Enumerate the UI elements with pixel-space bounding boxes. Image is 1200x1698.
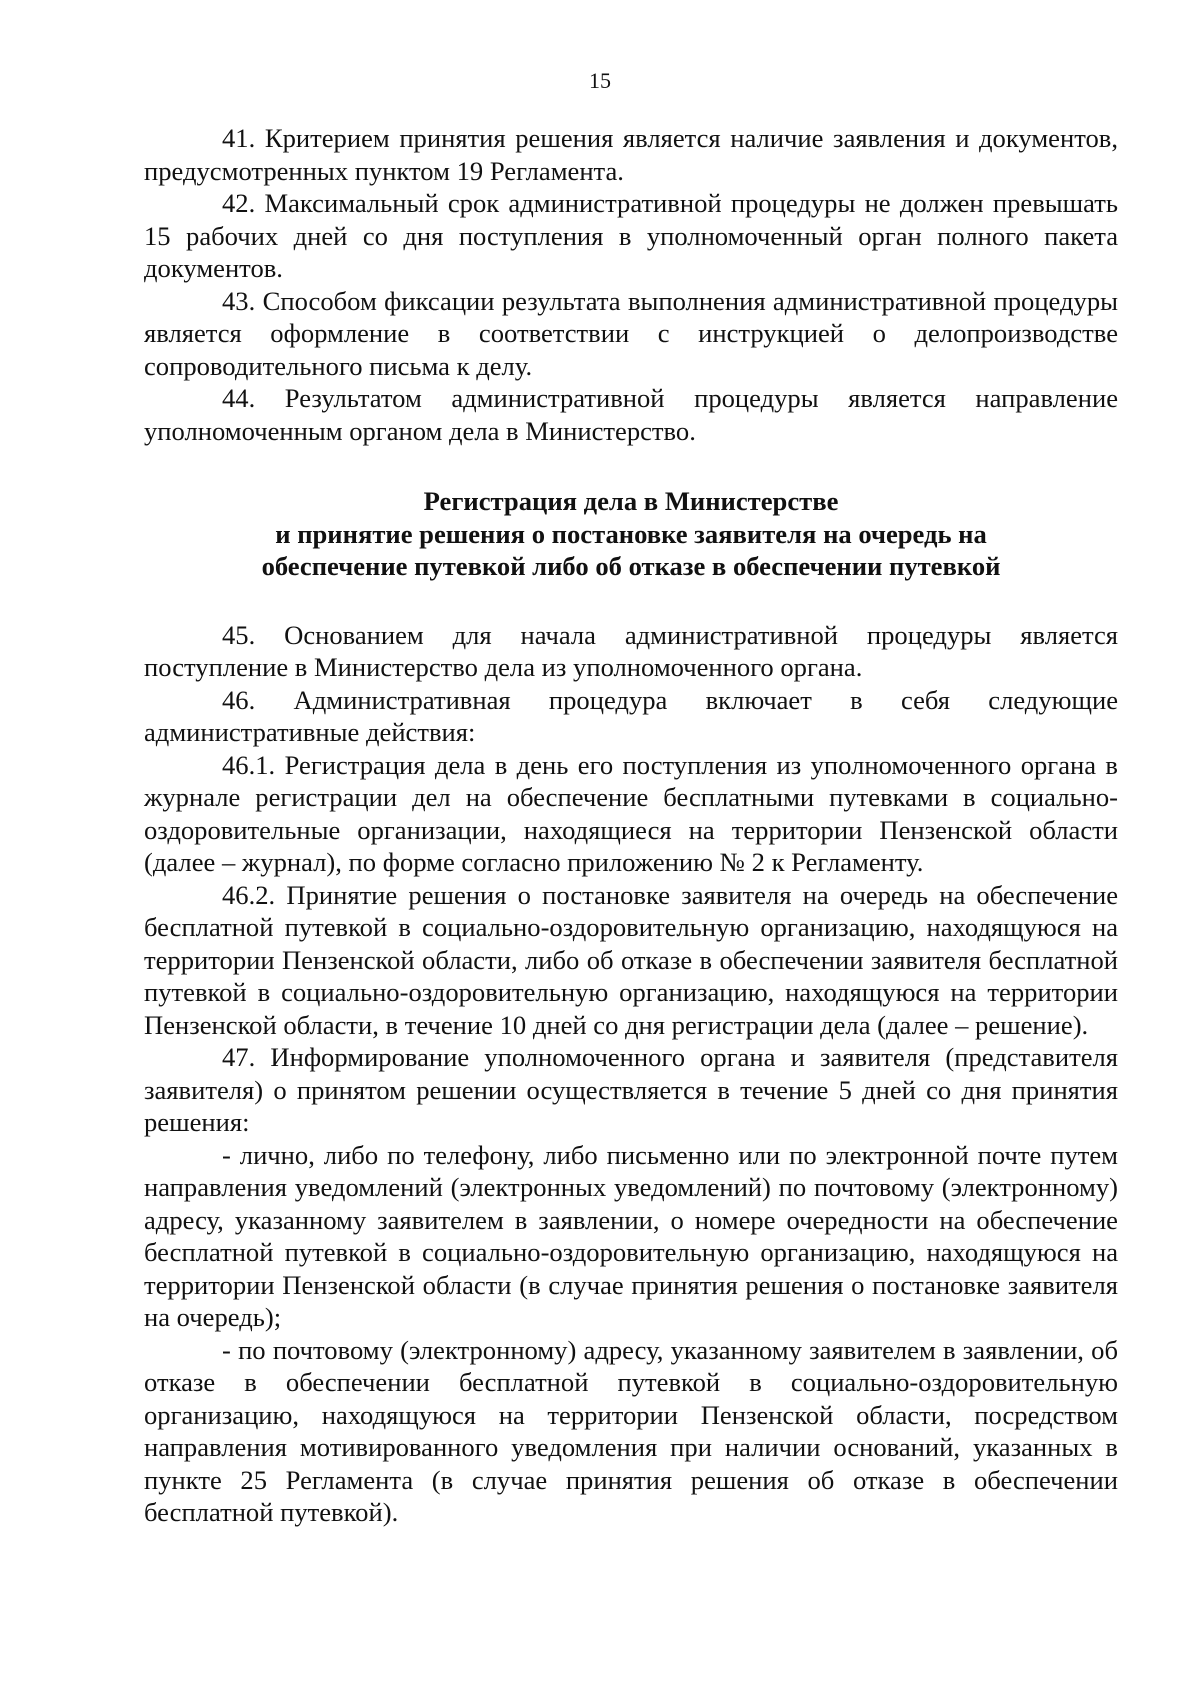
paragraph-44: 44. Результатом административной процедуры является направление уполномоченным органом дела в Министерство. bbox=[144, 383, 1118, 446]
paragraph-41: 41. Критерием принятия решения является наличие заявления и документов, предусмотренных пунктом 19 Регламента. bbox=[144, 123, 1118, 186]
section-heading bbox=[144, 485, 1118, 583]
paragraph-47: 47. Информирование уполномоченного органа и заявителя (представителя заявителя) о принятом решении осуществляется в течение 5 дней со дня принятия решения: bbox=[144, 1042, 1118, 1137]
paragraph-46-2: 46.2. Принятие решения о постановке заявителя на очередь на обеспечение бесплатной путевкой в социально-оздоровительную организацию, находящуюся на территории Пензенской области, либо об отказе в обеспечении заявителя бесплатной путевкой в социально-оздоровительную организацию, находящуюся на территории Пензенской области, в течение 10 дней со дня регистрации дела (далее – решение). bbox=[144, 879, 1118, 1040]
page-number: 15 bbox=[589, 68, 611, 93]
paragraph-46-1: 46.1. Регистрация дела в день его поступления из уполномоченного органа в журнале регистрации дел на обеспечение бесплатными путевками в социально-оздоровительные организации, находящиеся на территории Пензенской области (далее – журнал), по форме согласно приложению № 2 к Регламенту. bbox=[144, 749, 1118, 877]
paragraph-42: 42. Максимальный срок административной процедуры не должен превышать 15 рабочих дней со дня поступления в уполномоченный орган полного пакета документов. bbox=[144, 188, 1118, 283]
list-item-notify-refusal: - по почтовому (электронному) адресу, указанному заявителем в заявлении, об отказе в обеспечении бесплатной путевкой в социально-оздоровительную организацию, находящуюся на территории Пензенской области, посредством направления мотивированного уведомления при наличии оснований, указанных в пункте 25 Регламента (в случае принятия решения об отказе в обеспечении бесплатной путевкой). bbox=[144, 1334, 1118, 1527]
section-heading-line-3: обеспечение путевкой либо об отказе в обеспечении путевкой bbox=[261, 551, 1001, 581]
document-body bbox=[144, 122, 1118, 1529]
section-heading-line-1: Регистрация дела в Министерстве bbox=[423, 486, 839, 516]
list-item-notify-queue: - лично, либо по телефону, либо письменно или по электронной почте путем направления уведомлений (электронных уведомлений) по почтовому (электронному) адресу, указанному заявителем в заявлении, о номере очередности на обеспечение бесплатной путевкой в социально-оздоровительную организацию, находящуюся на территории Пензенской области (в случае принятия решения о постановке заявителя на очередь); bbox=[144, 1139, 1118, 1332]
section-heading-line-2: и принятие решения о постановке заявителя на очередь на bbox=[275, 518, 987, 549]
paragraph-43: 43. Способом фиксации результата выполнения административной процедуры является оформление в соответствии с инструкцией о делопроизводстве сопроводительного письма к делу. bbox=[144, 285, 1118, 381]
paragraph-45: 45. Основанием для начала административной процедуры является поступление в Министерство дела из уполномоченного органа. bbox=[144, 619, 1118, 682]
paragraph-46: 46. Административная процедура включает в себя следующие административные действия: bbox=[144, 684, 1118, 747]
